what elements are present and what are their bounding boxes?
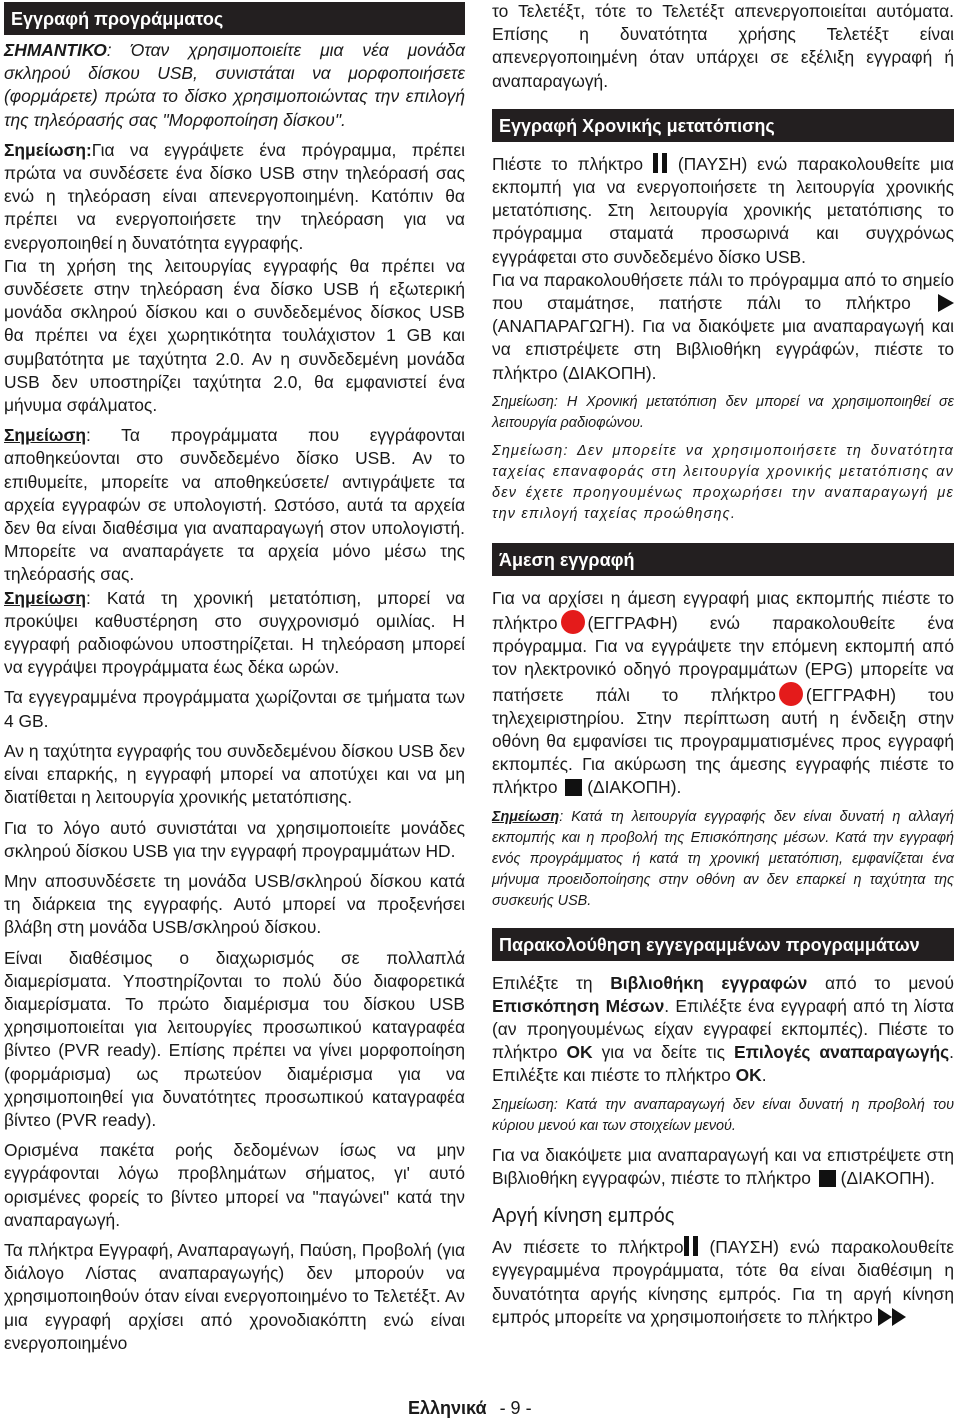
play-icon [938,294,954,312]
page-number: - 9 - [499,1398,532,1418]
disconnect-paragraph: Μην αποσυνδέσετε τη μονάδα USB/σκληρού δίσκου κατά τη διάρκεια της εγγραφής. Αυτό μπορεί να προξενήσει βλάβη στη μονάδα USB/σκληρού δίσκου. [4,870,465,938]
fast-forward-icon [878,1308,906,1326]
watch-paragraph-1: Επιλέξτε τη Βιβλιοθήκη εγγραφών από το μενού Επισκόπηση Μέσων. Επιλέξτε ένα εγγραφή από τη λίστα (αν προηγουμένως είχαν εγγραφεί εκπομπές). Πιέστε το πλήκτρο OK για να δείτε τις Επιλογές αναπαραγωγής. Επιλέξτε και πιέστε το πλήκτρο OK. [492,972,955,1086]
important-paragraph: ΣΗΜΑΝΤΙΚΟ: Όταν χρησιμοποιείτε μια νέα μονάδα σκληρού δίσκου USB, συνιστάται να μορφοποιήσετε (φορμάρετε) πρώτα το δίσκο χρησιμοποιώντας την επιλογή της τηλεόρασής σας "Μορφοποίηση δίσκου". [4,40,465,130]
section-title-slow-forward: Αργή κίνηση εμπρός [492,1205,675,1228]
buttons-paragraph: Τα πλήκτρα Εγγραφή, Αναπαραγωγή, Παύση, Προβολή (για διάλογο Λίστας αναπαραγωγής) δεν μπορούν να χρησιμοποιηθούν όταν είναι ενεργοποιημένο το Τελετέξτ. Αν μια εγγραφή αρχίσει από χρονοδιακόπτη ενώ είναι ενεργοποιημένο [4,1239,465,1353]
timeshift-paragraph-2: Για να παρακολουθήσετε πάλι το πρόγραμμα από το σημείο που σταμάτησε, πατήστε πάλι το πλήκτρο (ΑΝΑΠΑΡΑΓΩΓΗ). Για να διακόψετε μια αναπαραγωγή και να επιστρέψετε στη Βιβλιοθήκη εγγράφών, πιέστε το πλήκτρο (ΔΙΑΚΟΠΗ). [492,269,954,383]
record-icon [561,610,585,634]
watch-note: Σημείωση: Κατά την αναπαραγωγή δεν είναι δυνατή η προβολή του κύριου μενού και των στοιχείων μενού. [492,1096,954,1134]
note-connect-paragraph: Σημείωση:Για να εγγράψετε ένα πρόγραμμα, πρέπει πρώτα να συνδέσετε ένα δίσκο USB στην τηλεόρασή σας ενώ η τηλεόραση είναι απενεργοποιημένη. Κατόπιν θα πρέπει να ενεργοποιήσετε την τηλεόραση για να ενεργοποιηθεί η δυνατότητα εγγραφής. [4,139,465,253]
section-title-timeshift: Εγγραφή Χρονικής μετατόπισης [492,109,954,142]
record-icon [779,682,803,706]
section-title-watch-recordings: Παρακολούθηση εγγεγραμμένων προγραμμάτων [492,928,954,961]
teletext-paragraph: το Τελετέξτ, τότε το Τελετέξτ απενεργοποιείται αυτόματα. Επίσης η δυνατότητα χρήσης Τελετέξτ είναι απενεργοποιημένη όταν υπάρχει σε εξέλιξη εγγραφή ή αναπαραγωγή. [492,1,954,91]
instant-recording-note: Σημείωση: Κατά τη λειτουργία εγγραφής δεν είναι δυνατή η αλλαγή εκπομπής και η προβολή της Επισκόπησης μέσων. Κατά την εγγραφή ενός προγράμματος ή κατά τη χρονική μετατόπιση, εμφανίζεται ένα μήνυμα προειδοποίησης στην οθόνη αν δεν επαρκεί η ταχύτητα της συσκευής USB. [492,808,954,909]
usage-paragraph: Για τη χρήση της λειτουργίας εγγραφής θα πρέπει να συνδέσετε στην τηλεόραση ένα δίσκο USB ή εξωτερική μονάδα σκληρού δίσκου και ο συνδεδεμένος δίσκος USB θα πρέπει να έχει χωρητικότητα τουλάχιστον 1 GB και συμβατότητα με ταχύτητα 2.0. Αν η συνδεδεμένη μονάδα USB δεν υποστηρίζει ταχύτητα 2.0, θα εμφανιστεί ένα μήνυμα σφάλματος. [4,255,465,416]
watch-paragraph-2: Για να διακόψετε μια αναπαραγωγή και να επιστρέψετε στη Βιβλιοθήκη εγγραφών, πιέστε το πλήκτρο (ΔΙΑΚΟΠΗ). [492,1144,954,1188]
right-column [492,0,954,1329]
timeshift-paragraph-1: Πιέστε το πλήκτρο (ΠΑΥΣΗ) ενώ παρακολουθείτε μια εκπομπή για να ενεργοποιήσετε τη λειτουργία χρονικής μετατόπισης. Στη λειτουργία χρονικής μετατόπισης το πρόγραμμα σταματά προσωρινά και συγχρόνως εγγράφεται στο συνδεδεμένο δίσκο USB. [492,153,954,267]
partitions-paragraph: Είναι διαθέσιμος ο διαχωρισμός σε πολλαπλά διαμερίσματα. Υποστηρίζονται το πολύ δύο διαφορετικά διαμερίσματα. Το πρώτο διαμέρισμα του δίσκου USB χρησιμοποιείται για λειτουργίες προσωπικού καταγραφέα βίντεο (PVR ready). Επίσης πρέπει να γίνει μορφοποίηση (φορμάρισμα) ως πρωτεύον διαμέρισμα για να χρησιμοποιηθεί για δυνατότητες προσωπικού καταγραφέα βίντεο (PVR ready). [4,947,465,1130]
note-storage-paragraph: Σημείωση: Τα προγράμματα που εγγράφονται αποθηκεύονται στο συνδεδεμένο δίσκο USB. Αν το επιθυμείτε, μπορείτε να αποθηκεύσετε/ αντιγράψετε τα αρχεία εγγραφών σε υπολογιστή. Ωστόσο, αυτά τα αρχεία δεν θα είναι διαθέσιμα για αναπαραγωγή στον υπολογιστή. Μπορείτε να αναπαράγετε τα αρχεία μόνο μέσω της τηλεόρασής σας. [4,425,465,585]
hd-paragraph: Για το λόγο αυτό συνιστάται να χρησιμοποιείτε μονάδες σκληρού δίσκου USB για την εγγραφή προγραμμάτων HD. [4,817,465,861]
speed-paragraph: Αν η ταχύτητα εγγραφής του συνδεδεμένου δίσκου USB δεν είναι επαρκής, η εγγραφή μπορεί να αποτύχει και να μη διατίθεται η λειτουργία χρονικής μετατόπισης. [4,740,465,808]
streams-paragraph: Ορισμένα πακέτα ροής δεδομένων ίσως να μην εγγράφονται λόγω προβλημάτων σήματος, γι' αυτό ορισμένες φορείς το βίντεο μπορεί να "παγώνει" κατά την αναπαραγωγή. [4,1140,465,1230]
split-paragraph: Τα εγγεγραμμένα προγράμματα χωρίζονται σε τμήματα των 4 GB. [4,687,465,731]
pause-icon [684,1236,699,1256]
timeshift-note-rewind: Σημείωση: Δεν μπορείτε να χρησιμοποιήσετε τη δυνατότητα ταχείας επαναφοράς στη λειτουργία χρονικής μετατόπισης αν δεν έχετε προηγουμένως προχωρήσει την αναπαραγωγή με την επιλογή ταχείας προώθησης. [492,442,954,522]
timeshift-note-radio: Σημείωση: Η Χρονική μετατόπιση δεν μπορεί να χρησιμοποιηθεί σε λειτουργία ραδιοφώνου. [492,393,954,431]
footer-language: Ελληνικά [408,1398,487,1418]
stop-icon [565,779,582,796]
section-title-instant-recording: Άμεση εγγραφή [492,543,954,576]
left-column [4,0,465,1355]
note-timeshift-paragraph: Σημείωση: Κατά τη χρονική μετατόπιση, μπορεί να προκύψει καθυστέρηση στο συγχρονισμό ομιλίας. Η εγγραφή ραδιοφώνου υποστηρίζεται. Η τηλεόραση μπορεί να εγγράψει προγράμματα έως δέκα ωρών. [4,587,465,678]
section-title-recording: Εγγραφή προγράμματος [4,2,465,35]
stop-icon [819,1170,836,1187]
pause-icon [653,153,668,173]
page-footer [408,1398,532,1419]
slow-forward-paragraph: Αν πιέσετε το πλήκτρο (ΠΑΥΣΗ) ενώ παρακολουθείτε εγγεγραμμένα προγράμματα, τότε θα είναι διαθέσιμη η δυνατότητα αργής κίνησης εμπρός. Για τη αργή κίνηση εμπρός μπορείτε να χρησιμοποιήσετε το πλήκτρο [492,1237,954,1327]
instant-recording-paragraph: Για να αρχίσει η άμεση εγγραφή μιας εκπομπής πιέστε το πλήκτρο (ΕΓΓΡΑΦΗ) ενώ παρακολουθείτε ένα πρόγραμμα. Για να εγγράψετε την επόμενη εκπομπή από τον ηλεκτρονικό οδηγό προγραμμάτων (EPG) μπορείτε να πατήσετε πάλι το πλήκτρο (ΕΓΓΡΑΦΗ) του τηλεχειριστηρίου. Στην περίπτωση αυτή η ένδειξη στην οθόνη θα εμφανίσει τις προγραμματισμένες προς εγγραφή εκπομπές. Για ακύρωση της άμεσης εγγραφής πιέστε το πλήκτρο (ΔΙΑΚΟΠΗ). [492,587,954,798]
